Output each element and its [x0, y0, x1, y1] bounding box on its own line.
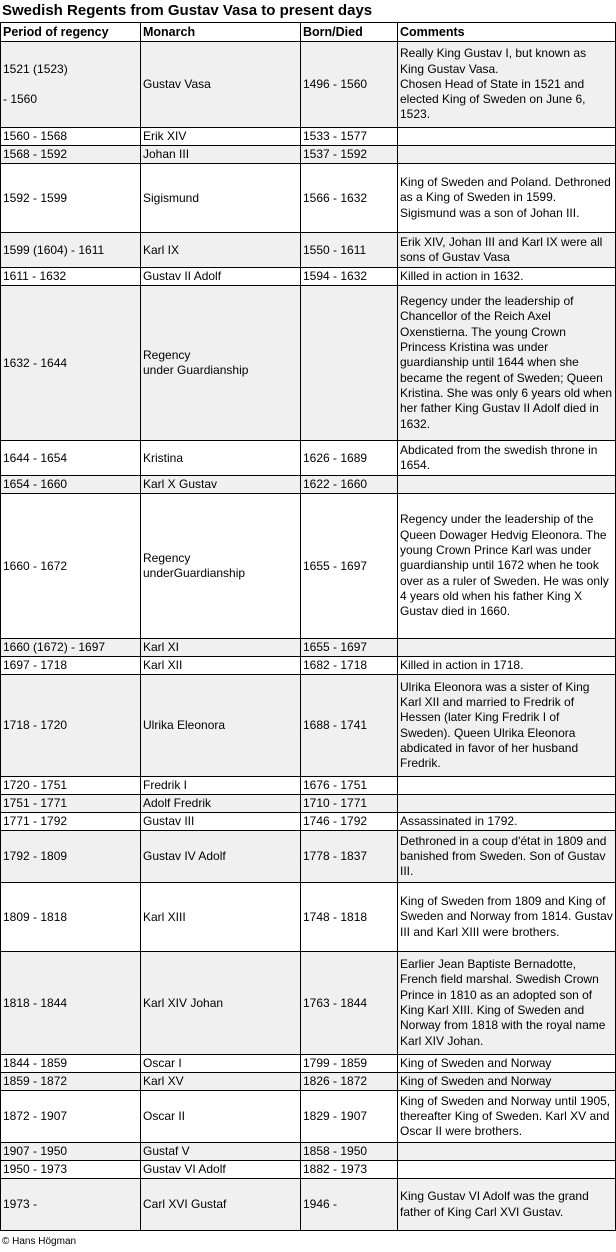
cell-comments: King of Sweden and Norway until 1905, thereafter King of Sweden. Karl XV and Oscar II were brothers.	[398, 1091, 616, 1143]
page-title: Swedish Regents from Gustav Vasa to present days	[2, 2, 373, 19]
cell-born-died: 1778 - 1837	[301, 831, 398, 883]
table-row	[1, 777, 616, 795]
table-row	[1, 1073, 616, 1091]
cell-comments: King of Sweden from 1809 and King of Sweden and Norway from 1814. Gustav III and Karl XIII were brothers.	[398, 883, 616, 952]
cell-period: 1521 (1523) - 1560	[1, 42, 141, 128]
cell-comments	[398, 146, 616, 164]
cell-comments	[398, 1143, 616, 1161]
cell-comments	[398, 476, 616, 494]
cell-period: 1592 - 1599	[1, 164, 141, 233]
cell-monarch: Gustav II Adolf	[141, 268, 301, 286]
cell-comments: Killed in action in 1718.	[398, 657, 616, 675]
table-row	[1, 268, 616, 286]
cell-period: 1611 - 1632	[1, 268, 141, 286]
table-row	[1, 164, 616, 233]
cell-monarch: Gustaf V	[141, 1143, 301, 1161]
cell-born-died: 1858 - 1950	[301, 1143, 398, 1161]
cell-born-died: 1946 -	[301, 1179, 398, 1231]
table-row	[1, 1143, 616, 1161]
cell-monarch: Karl IX	[141, 233, 301, 268]
table-row	[1, 831, 616, 883]
cell-period: 1697 - 1718	[1, 657, 141, 675]
cell-comments: Erik XIV, Johan III and Karl IX were all sons of Gustav Vasa	[398, 233, 616, 268]
cell-born-died: 1882 - 1973	[301, 1161, 398, 1179]
cell-comments: Regency under the leadership of Chancellor of the Reich Axel Oxenstierna. The young Crown Princess Kristina was under guardianship until 1644 when she became the regent of Sweden; Queen Kristina. She was only 6 years old when her father King Gustav II Adolf died in 1632.	[398, 286, 616, 441]
cell-born-died: 1622 - 1660	[301, 476, 398, 494]
cell-born-died: 1710 - 1771	[301, 795, 398, 813]
cell-monarch: Oscar II	[141, 1091, 301, 1143]
cell-comments: Assassinated in 1792.	[398, 813, 616, 831]
table-row	[1, 1091, 616, 1143]
cell-period: 1654 - 1660	[1, 476, 141, 494]
cell-monarch: Karl XII	[141, 657, 301, 675]
cell-period: 1818 - 1844	[1, 952, 141, 1055]
cell-born-died: 1799 - 1859	[301, 1055, 398, 1073]
cell-born-died: 1496 - 1560	[301, 42, 398, 128]
cell-period: 1792 - 1809	[1, 831, 141, 883]
table-row	[1, 639, 616, 657]
table-row	[1, 883, 616, 952]
cell-period: 1771 - 1792	[1, 813, 141, 831]
header-comments: Comments	[398, 23, 616, 42]
cell-born-died: 1537 - 1592	[301, 146, 398, 164]
cell-comments: Really King Gustav I, but known as King Gustav Vasa. Chosen Head of State in 1521 and elected King of Sweden on June 6, 1523.	[398, 42, 616, 128]
table-row	[1, 128, 616, 146]
cell-period: 1644 - 1654	[1, 441, 141, 476]
table-row	[1, 795, 616, 813]
cell-born-died: 1550 - 1611	[301, 233, 398, 268]
table-row	[1, 1179, 616, 1231]
cell-born-died: 1676 - 1751	[301, 777, 398, 795]
cell-monarch: Karl XIV Johan	[141, 952, 301, 1055]
cell-comments	[398, 795, 616, 813]
cell-period: 1844 - 1859	[1, 1055, 141, 1073]
cell-period: 1973 -	[1, 1179, 141, 1231]
cell-period: 1907 - 1950	[1, 1143, 141, 1161]
cell-monarch: Regency underGuardianship	[141, 494, 301, 639]
table-row	[1, 813, 616, 831]
cell-born-died: 1655 - 1697	[301, 494, 398, 639]
table-row	[1, 476, 616, 494]
table-row	[1, 494, 616, 639]
cell-period: 1809 - 1818	[1, 883, 141, 952]
cell-comments	[398, 639, 616, 657]
cell-period: 1718 - 1720	[1, 675, 141, 777]
cell-born-died: 1533 - 1577	[301, 128, 398, 146]
cell-comments: King of Sweden and Poland. Dethroned as a King of Sweden in 1599. Sigismund was a son of Johan III.	[398, 164, 616, 233]
cell-monarch: Karl XV	[141, 1073, 301, 1091]
cell-monarch: Sigismund	[141, 164, 301, 233]
cell-monarch: Karl X Gustav	[141, 476, 301, 494]
cell-period: 1751 - 1771	[1, 795, 141, 813]
cell-monarch: Ulrika Eleonora	[141, 675, 301, 777]
table-row	[1, 952, 616, 1055]
cell-born-died: 1688 - 1741	[301, 675, 398, 777]
table-row	[1, 675, 616, 777]
copyright-footer: © Hans Högman	[2, 1236, 77, 1247]
table-row	[1, 233, 616, 268]
cell-comments: Abdicated from the swedish throne in 1654.	[398, 441, 616, 476]
cell-born-died: 1826 - 1872	[301, 1073, 398, 1091]
cell-monarch: Adolf Fredrik	[141, 795, 301, 813]
regents-table	[0, 22, 616, 1231]
cell-comments: Regency under the leadership of the Queen Dowager Hedvig Eleonora. The young Crown Prince Karl was under guardianship until 1672 when he took over as a ruler of Sweden. He was only 4 years old when his father King X Gustav died in 1660.	[398, 494, 616, 639]
header-monarch: Monarch	[141, 23, 301, 42]
cell-period: 1720 - 1751	[1, 777, 141, 795]
table-row	[1, 657, 616, 675]
cell-born-died: 1829 - 1907	[301, 1091, 398, 1143]
cell-comments: King Gustav VI Adolf was the grand father of King Carl XVI Gustav.	[398, 1179, 616, 1231]
cell-monarch: Gustav Vasa	[141, 42, 301, 128]
cell-comments	[398, 128, 616, 146]
cell-comments: King of Sweden and Norway	[398, 1055, 616, 1073]
cell-monarch: Erik XIV	[141, 128, 301, 146]
table-row	[1, 286, 616, 441]
cell-monarch: Carl XVI Gustaf	[141, 1179, 301, 1231]
cell-period: 1660 - 1672	[1, 494, 141, 639]
cell-monarch: Gustav III	[141, 813, 301, 831]
cell-born-died: 1763 - 1844	[301, 952, 398, 1055]
cell-period: 1632 - 1644	[1, 286, 141, 441]
cell-monarch: Fredrik I	[141, 777, 301, 795]
cell-born-died: 1746 - 1792	[301, 813, 398, 831]
cell-born-died: 1748 - 1818	[301, 883, 398, 952]
cell-monarch: Karl XIII	[141, 883, 301, 952]
cell-period: 1599 (1604) - 1611	[1, 233, 141, 268]
cell-period: 1872 - 1907	[1, 1091, 141, 1143]
cell-period: 1660 (1672) - 1697	[1, 639, 141, 657]
header-row	[1, 23, 616, 42]
cell-monarch: Kristina	[141, 441, 301, 476]
cell-monarch: Oscar I	[141, 1055, 301, 1073]
header-born-died: Born/Died	[301, 23, 398, 42]
cell-monarch: Gustav VI Adolf	[141, 1161, 301, 1179]
cell-born-died: 1655 - 1697	[301, 639, 398, 657]
table-row	[1, 441, 616, 476]
cell-comments: King of Sweden and Norway	[398, 1073, 616, 1091]
table-row	[1, 146, 616, 164]
cell-comments: Earlier Jean Baptiste Bernadotte, French field marshal. Swedish Crown Prince in 1810 as an adopted son of King Karl XIII. King of Sweden and Norway from 1818 with the royal name Karl XIV Johan.	[398, 952, 616, 1055]
cell-born-died: 1626 - 1689	[301, 441, 398, 476]
cell-comments	[398, 1161, 616, 1179]
cell-period: 1859 - 1872	[1, 1073, 141, 1091]
table-row	[1, 42, 616, 128]
cell-comments: Dethroned in a coup d'état in 1809 and banished from Sweden. Son of Gustav III.	[398, 831, 616, 883]
cell-monarch: Gustav IV Adolf	[141, 831, 301, 883]
cell-comments: Killed in action in 1632.	[398, 268, 616, 286]
cell-monarch: Regency under Guardianship	[141, 286, 301, 441]
header-period: Period of regency	[1, 23, 141, 42]
cell-period: 1560 - 1568	[1, 128, 141, 146]
cell-monarch: Johan III	[141, 146, 301, 164]
table-row	[1, 1055, 616, 1073]
cell-monarch: Karl XI	[141, 639, 301, 657]
cell-born-died: 1566 - 1632	[301, 164, 398, 233]
cell-born-died	[301, 286, 398, 441]
cell-comments	[398, 777, 616, 795]
table-row	[1, 1161, 616, 1179]
cell-comments: Ulrika Eleonora was a sister of King Karl XII and married to Fredrik of Hessen (later King Fredrik I of Sweden). Queen Ulrika Eleonora abdicated in favor of her husband Fredrik.	[398, 675, 616, 777]
cell-born-died: 1682 - 1718	[301, 657, 398, 675]
cell-period: 1568 - 1592	[1, 146, 141, 164]
cell-period: 1950 - 1973	[1, 1161, 141, 1179]
cell-born-died: 1594 - 1632	[301, 268, 398, 286]
